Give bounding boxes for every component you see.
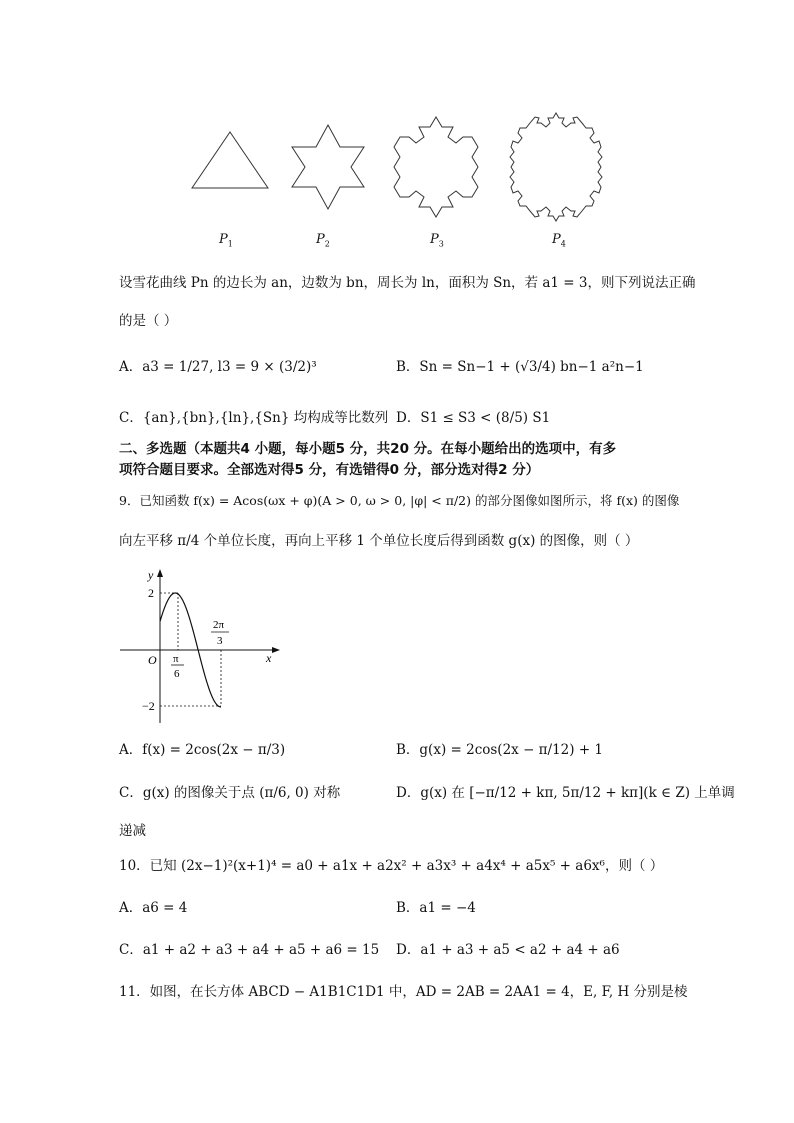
q8-stem-line1: 设雪花曲线 Pn 的边长为 an，边数为 bn，周长为 ln，面积为 Sn，若 a1 = 3，则下列说法正确	[119, 275, 696, 291]
label-p1: $P_1$	[219, 232, 233, 249]
q8-option-b: B．Sn = Sn−1 + (√3/4) bn−1 a²n−1	[396, 359, 644, 375]
snowflake-p1	[192, 132, 268, 188]
q10-option-b: B．a1 = −4	[396, 900, 476, 916]
q9-option-b: B．g(x) = 2cos(2x − π/12) + 1	[396, 742, 604, 758]
q9-graph	[118, 565, 288, 725]
x-tick-pi6-den: 6	[174, 668, 180, 680]
q11-stem: 11．如图，在长方体 ABCD − A1B1C1D1 中，AD = 2AB = 2AA1 = 4，E, F, H 分别是棱	[119, 984, 688, 1000]
x-tick-pi6-num: π	[173, 653, 179, 665]
q9-option-c: C．g(x) 的图像关于点 (π/6, 0) 对称	[119, 785, 341, 801]
q9-stem-line1: 9．已知函数 f(x) = Acos(ωx + φ)(A > 0, ω > 0, |φ| < π/2) 的部分图像如图所示，将 f(x) 的图像	[119, 493, 680, 508]
section2-line1: 二、多选题（本题共4 小题，每小题5 分，共20 分。在每小题给出的选项中，有多	[119, 441, 617, 457]
snowflake-p2	[292, 125, 364, 209]
q10-option-a: A．a6 = 4	[119, 900, 188, 916]
snowflake-p3	[394, 117, 478, 217]
y-max-label: 2	[148, 586, 154, 600]
y-axis-label: y	[148, 568, 154, 582]
q9-option-d-line1: D．g(x) 在 [−π/12 + kπ, 5π/12 + kπ](k ∈ Z) 上单调	[396, 785, 735, 801]
q8-option-c: C．{an},{bn},{ln},{Sn} 均构成等比数列	[119, 410, 389, 426]
q9-option-a: A．f(x) = 2cos(2x − π/3)	[119, 742, 286, 758]
x-tick-2pi3-den: 3	[217, 635, 223, 647]
snowflake-p4	[510, 113, 602, 221]
q9-option-d-line2: 递减	[119, 823, 146, 839]
q8-option-d: D．S1 ≤ S3 < (8/5) S1	[396, 410, 551, 426]
snowflake-figures	[180, 105, 620, 230]
q9-stem-line2: 向左平移 π/4 个单位长度，再向上平移 1 个单位长度后得到函数 g(x) 的图像，则（ ）	[119, 533, 639, 549]
q8-stem-line2: 的是（ ）	[119, 313, 178, 329]
q8-option-a: A．a3 = 1/27, l3 = 9 × (3/2)³	[119, 359, 317, 375]
x-tick-2pi3-num: 2π	[213, 619, 225, 631]
y-min-label: −2	[142, 699, 155, 713]
q10-option-d: D．a1 + a3 + a5 < a2 + a4 + a6	[396, 942, 620, 958]
q10-stem: 10．已知 (2x−1)²(x+1)⁴ = a0 + a1x + a2x² + a3x³ + a4x⁴ + a5x⁵ + a6x⁶，则（ ）	[119, 858, 664, 874]
label-p3: $P_3$	[430, 232, 444, 249]
x-axis-label: x	[266, 651, 272, 665]
origin-label: O	[148, 653, 157, 667]
section2-line2: 项符合题目要求。全部选对得5 分，有选错得0 分，部分选对得2 分）	[119, 462, 540, 478]
q10-option-c: C．a1 + a2 + a3 + a4 + a5 + a6 = 15	[119, 942, 380, 958]
label-p2: $P_2$	[316, 232, 330, 249]
label-p4: $P_4$	[552, 232, 566, 249]
